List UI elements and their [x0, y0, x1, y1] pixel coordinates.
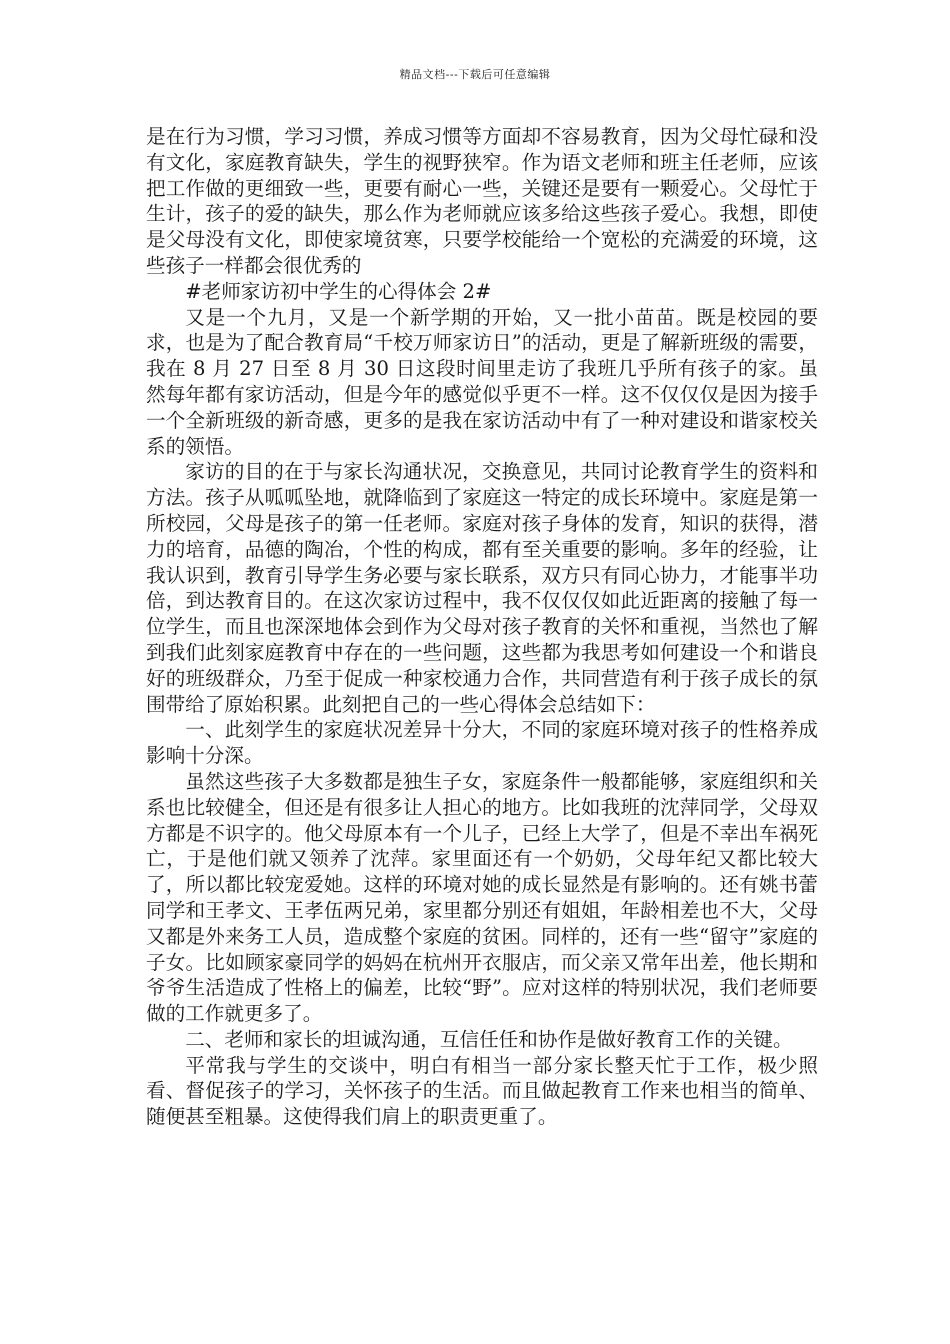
paragraph-4: 家访的目的在于与家长沟通状况，交换意见，共同讨论教育学生的资料和方法。孩子从呱呱坠地，就降临到了家庭这一特定的成长环境中。家庭是第一所校园，父母是孩子的第一任老师。家庭对孩子身体的发育，知识的获得，潜力的培育，品德的陶冶，个性的构成，都有至关重要的影响。多年的经验，让我认识到，教育引导学生务必要与家长联系，双方只有同心协力，才能事半功倍，到达教育目的。在这次家访过程中，我不仅仅仅如此近距离的接触了每一位学生，而且也深深地体会到作为父母对孩子教育的关怀和重视，当然也了解到我们此刻家庭教育中存在的一些问题，这些都为我思考如何建设一个和谐良好的班级群众，乃至于促成一种家校通力合作，共同营造有利于孩子成长的氛围带给了原始积累。此刻把自己的一些心得体会总结如下：	[146, 460, 818, 716]
paragraph-8: 平常我与学生的交谈中，明白有相当一部分家长整天忙于工作，极少照看、督促孩子的学习，关怀孩子的生活。而且做起教育工作来也相当的简单、随便甚至粗暴。这使得我们肩上的职责更重了。	[146, 1053, 818, 1129]
paragraph-6: 虽然这些孩子大多数都是独生子女，家庭条件一般都能够，家庭组织和关系也比较健全，但还是有很多让人担心的地方。比如我班的沈萍同学，父母双方都是不识字的。他父母原本有一个儿子，已经上大学了，但是不幸出车祸死亡，于是他们就又领养了沈萍。家里面还有一个奶奶，父母年纪又都比较大了，所以都比较宠爱她。这样的环境对她的成长显然是有影响的。还有姚书蕾同学和王孝文、王孝伍两兄弟，家里都分别还有姐姐，年龄相差也不大，父母又都是外来务工人员，造成整个家庭的贫困。同样的，还有一些“留守”家庭的子女。比如顾家豪同学的妈妈在杭州开衣服店，而父亲又常年出差，他长期和爷爷生活造成了性格上的偏差，比较“野”。应对这样的特别状况，我们老师要做的工作就更多了。	[146, 769, 818, 1026]
paragraph-1: 是在行为习惯，学习习惯，养成习惯等方面却不容易教育，因为父母忙碌和没有文化，家庭教育缺失，学生的视野狭窄。作为语文老师和班主任老师，应该把工作做的更细致一些，更要有耐心一些，关键还是要有一颗爱心。父母忙于生计，孩子的爱的缺失，那么作为老师就应该多给这些孩子爱心。我想，即使是父母没有文化，即使家境贫寒，只要学校能给一个宽松的充满爱的环境，这些孩子一样都会很优秀的	[146, 125, 818, 277]
section-heading-2: #老师家访初中学生的心得体会 2#	[185, 279, 492, 303]
point-heading-2: 二、老师和家长的坦诚沟通，互信任任和协作是做好教育工作的关键。	[185, 1027, 793, 1051]
page-header: 精品文档---下载后可任意编辑	[399, 68, 551, 81]
document-body	[146, 124, 818, 1130]
point-heading-1: 一、此刻学生的家庭状况差异十分大，不同的家庭环境对孩子的性格养成影响十分深。	[146, 718, 818, 768]
paragraph-3: 又是一个九月，又是一个新学期的开始，又一批小苗苗。既是校园的要求，也是为了配合教育局“千校万师家访日”的活动，更是了解新班级的需要，我在 8 月 27 日至 8 月 30 日这段时间里走访了我班几乎所有孩子的家。虽然每年都有家访活动，但是今年的感觉似乎更不一样。这不仅仅仅是因为接手一个全新班级的新奇感，更多的是我在家访活动中有了一种对建设和谐家校关系的领悟。	[146, 305, 818, 458]
